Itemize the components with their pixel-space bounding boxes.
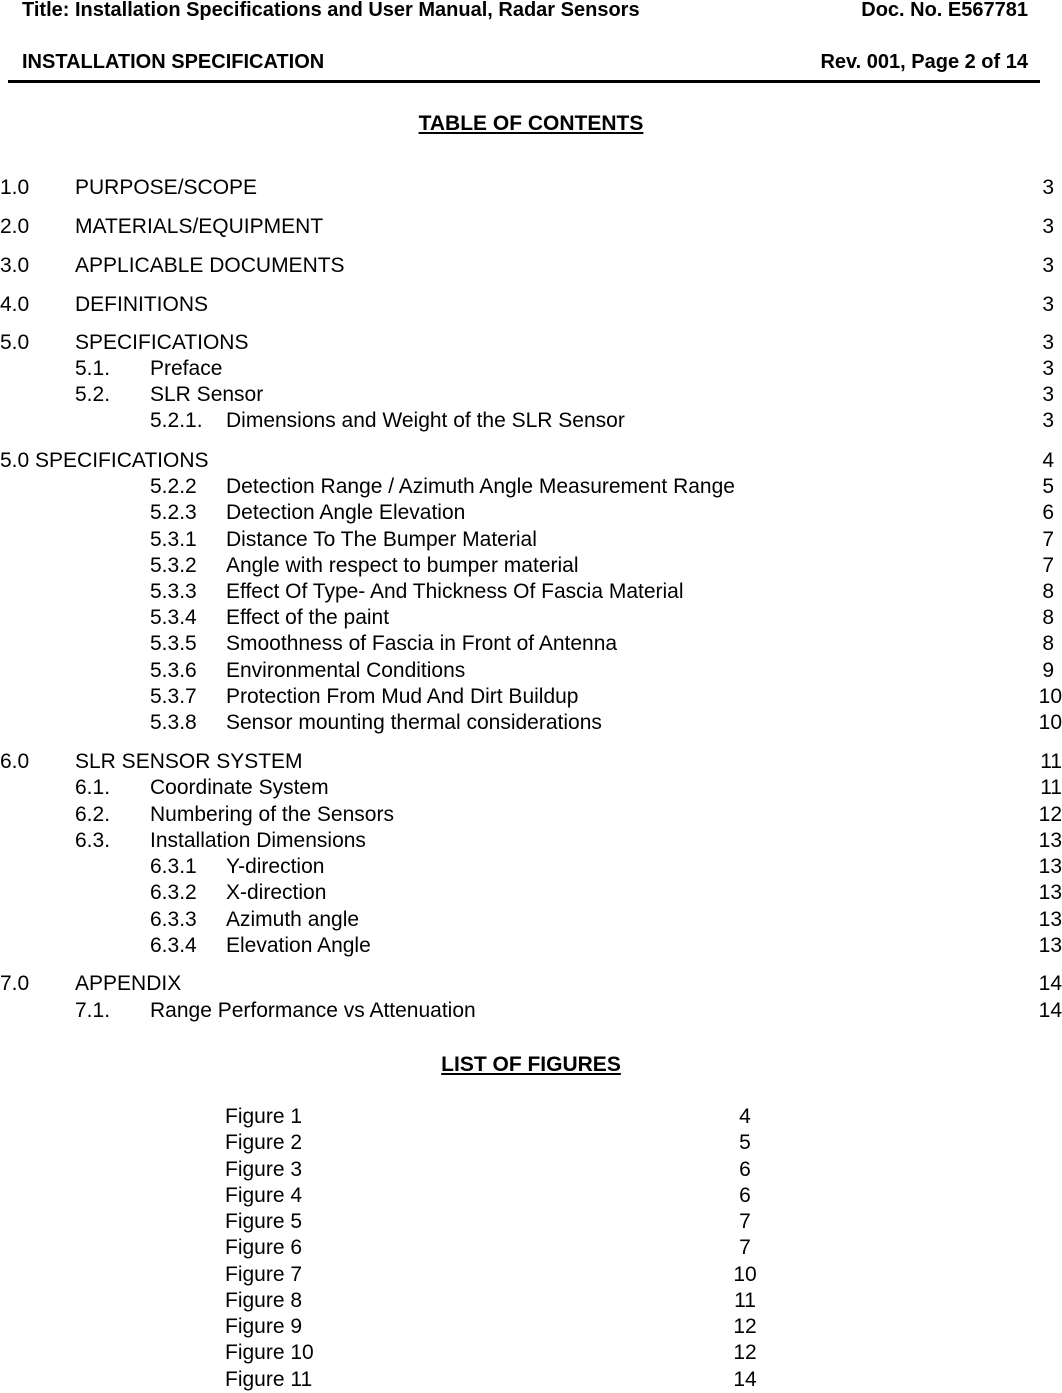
toc-entry-number: 5.3.5 <box>150 632 197 655</box>
figure-entry-page: 12 <box>733 1315 757 1338</box>
toc-entry-label: Elevation Angle <box>226 934 371 957</box>
toc-entry[interactable] <box>0 684 1062 710</box>
toc-entry-label: X-direction <box>226 881 327 904</box>
toc-entry-number: 5.1. <box>75 357 111 380</box>
figure-entry-page: 7 <box>739 1236 751 1259</box>
page-header <box>8 0 1040 83</box>
toc-entry[interactable] <box>0 802 1062 828</box>
toc-entry[interactable] <box>0 175 1062 201</box>
figure-entry-page: 5 <box>739 1131 751 1154</box>
toc-entry-label: Installation Dimensions <box>150 829 366 852</box>
figure-entry[interactable] <box>225 1367 785 1393</box>
toc-entry[interactable] <box>0 854 1062 880</box>
toc-entry-number: 6.1. <box>75 776 111 799</box>
toc-entry-page: 3 <box>1042 383 1054 406</box>
toc-entry[interactable] <box>0 382 1062 408</box>
figure-entry[interactable] <box>225 1314 785 1340</box>
toc-entry-page: 14 <box>1038 999 1062 1022</box>
figure-entry-label: Figure 10 <box>225 1341 314 1364</box>
toc-entry-label: 5.0 SPECIFICATIONS <box>0 449 209 472</box>
toc-entry-number: 6.3.3 <box>150 908 197 931</box>
toc-entry[interactable] <box>0 933 1062 959</box>
toc-entry-page: 3 <box>1042 254 1054 277</box>
toc-entry-page: 13 <box>1038 829 1062 852</box>
toc-entry-page: 9 <box>1042 659 1054 682</box>
toc-entry-page: 3 <box>1042 357 1054 380</box>
toc-entry-number: 5.2. <box>75 383 111 406</box>
toc-entry-number: 5.3.4 <box>150 606 197 629</box>
figure-entry-label: Figure 3 <box>225 1158 303 1181</box>
figure-entry[interactable] <box>225 1262 785 1288</box>
toc-entry-page: 13 <box>1038 908 1062 931</box>
figure-entry-page: 4 <box>739 1105 751 1128</box>
toc-entry-number: 5.2.3 <box>150 501 197 524</box>
toc-entry-number: 5.3.2 <box>150 554 197 577</box>
toc-entry-number: 5.3.6 <box>150 659 197 682</box>
toc-entry-label: APPENDIX <box>75 972 182 995</box>
figure-entry[interactable] <box>225 1235 785 1261</box>
toc-entry-number: 6.3. <box>75 829 111 852</box>
toc-entry-label: Smoothness of Fascia in Front of Antenna <box>226 632 618 655</box>
toc-entry-number: 6.0 <box>0 750 30 773</box>
toc-entry[interactable] <box>0 605 1062 631</box>
toc-entry-label: Y-direction <box>226 855 325 878</box>
figure-entry-page: 6 <box>739 1184 751 1207</box>
toc-entry-page: 11 <box>1040 750 1062 773</box>
toc-entry-label: MATERIALS/EQUIPMENT <box>75 215 324 238</box>
toc-entry-page: 4 <box>1042 449 1054 472</box>
figure-entry-label: Figure 7 <box>225 1263 303 1286</box>
toc-entry-page: 13 <box>1038 934 1062 957</box>
document-type: INSTALLATION SPECIFICATION <box>22 51 325 73</box>
toc-entry-label: DEFINITIONS <box>75 293 209 316</box>
toc-entry-label: Range Performance vs Attenuation <box>150 999 476 1022</box>
toc-entry[interactable] <box>0 500 1062 526</box>
figure-entry-label: Figure 5 <box>225 1210 303 1233</box>
toc-entry-number: 6.3.1 <box>150 855 197 878</box>
toc-entry[interactable] <box>0 214 1062 240</box>
toc-entry[interactable] <box>0 474 1062 500</box>
toc-entry-label: Sensor mounting thermal considerations <box>226 711 602 734</box>
toc-entry[interactable] <box>0 253 1062 279</box>
toc-entry-page: 7 <box>1042 554 1054 577</box>
figure-entry-label: Figure 11 <box>225 1368 313 1391</box>
toc-entry-number: 5.3.8 <box>150 711 197 734</box>
toc-entry-label: SLR Sensor <box>150 383 264 406</box>
toc-entry-page: 8 <box>1042 580 1054 603</box>
document-number: Doc. No. E567781 <box>861 0 1028 21</box>
toc-entry-page: 3 <box>1042 215 1054 238</box>
toc-entry-label: Dimensions and Weight of the SLR Sensor <box>226 409 625 432</box>
figure-entry-label: Figure 8 <box>225 1289 303 1312</box>
toc-entry-page: 14 <box>1038 972 1062 995</box>
toc-entry-label: Preface <box>150 357 223 380</box>
toc-entry-label: Azimuth angle <box>226 908 360 931</box>
toc-entry-label: Effect Of Type- And Thickness Of Fascia Material <box>226 580 684 603</box>
toc-entry[interactable] <box>0 749 1062 775</box>
figure-entry-page: 10 <box>733 1263 757 1286</box>
figure-entry-label: Figure 9 <box>225 1315 303 1338</box>
figure-entry[interactable] <box>225 1288 785 1314</box>
toc-entry[interactable] <box>0 448 1062 474</box>
toc-entry-page: 7 <box>1042 528 1054 551</box>
toc-entry-number: 7.1. <box>75 999 111 1022</box>
toc-entry[interactable] <box>0 658 1062 684</box>
toc-entry-number: 3.0 <box>0 254 30 277</box>
toc-entry-number: 5.2.1. <box>150 409 203 432</box>
toc-entry-number: 2.0 <box>0 215 30 238</box>
figures-heading: LIST OF FIGURES <box>441 1053 621 1076</box>
figure-entry-label: Figure 2 <box>225 1131 303 1154</box>
toc-entry-page: 11 <box>1040 776 1062 799</box>
toc-entry[interactable] <box>0 553 1062 579</box>
figure-entry-page: 7 <box>739 1210 751 1233</box>
toc-entry-number: 5.2.2 <box>150 475 197 498</box>
toc-entry-number: 5.0 <box>0 331 30 354</box>
figure-entry[interactable] <box>225 1130 785 1156</box>
toc-entry[interactable] <box>0 880 1062 906</box>
figure-entry-page: 14 <box>733 1368 757 1391</box>
toc-entry[interactable] <box>0 828 1062 854</box>
toc-entry[interactable] <box>0 631 1062 657</box>
toc-entry[interactable] <box>0 971 1062 997</box>
toc-entry-number: 6.2. <box>75 803 111 826</box>
toc-entry-number: 4.0 <box>0 293 30 316</box>
revision-page: Rev. 001, Page 2 of 14 <box>820 51 1028 73</box>
toc-entry-page: 13 <box>1038 881 1062 904</box>
toc-entry-number: 5.3.1 <box>150 528 197 551</box>
toc-entry-number: 1.0 <box>0 176 30 199</box>
toc-entry-number: 7.0 <box>0 972 30 995</box>
toc-entry-page: 10 <box>1038 685 1062 708</box>
toc-entry-label: Numbering of the Sensors <box>150 803 394 826</box>
toc-entry-label: PURPOSE/SCOPE <box>75 176 258 199</box>
figure-entry[interactable] <box>225 1183 785 1209</box>
toc-entry-label: Coordinate System <box>150 776 329 799</box>
toc-entry-label: Detection Range / Azimuth Angle Measurement Range <box>226 475 735 498</box>
toc-entry-page: 5 <box>1042 475 1054 498</box>
toc-entry[interactable] <box>0 292 1062 318</box>
toc-entry[interactable] <box>0 408 1062 434</box>
figure-entry-page: 11 <box>734 1289 756 1312</box>
toc-entry-label: SPECIFICATIONS <box>75 331 249 354</box>
toc-entry-page: 6 <box>1042 501 1054 524</box>
toc-entry[interactable] <box>0 579 1062 605</box>
toc-entry-page: 3 <box>1042 176 1054 199</box>
toc-entry[interactable] <box>0 998 1062 1024</box>
toc-entry[interactable] <box>0 330 1062 356</box>
figure-entry-page: 12 <box>733 1341 757 1364</box>
figure-entry[interactable] <box>225 1157 785 1183</box>
document-title: Title: Installation Specifications and User Manual, Radar Sensors <box>22 0 640 21</box>
toc-entry[interactable] <box>0 907 1062 933</box>
figure-entry[interactable] <box>225 1104 785 1130</box>
toc-entry-label: Protection From Mud And Dirt Buildup <box>226 685 579 708</box>
toc-entry[interactable] <box>0 356 1062 382</box>
toc-entry-label: Distance To The Bumper Material <box>226 528 537 551</box>
toc-entry-label: Environmental Conditions <box>226 659 466 682</box>
toc-entry-label: SLR SENSOR SYSTEM <box>75 750 303 773</box>
toc-entry-page: 3 <box>1042 331 1054 354</box>
toc-entry-number: 6.3.2 <box>150 881 197 904</box>
toc-entry-page: 13 <box>1038 855 1062 878</box>
figure-entry-label: Figure 6 <box>225 1236 303 1259</box>
toc-heading: TABLE OF CONTENTS <box>418 112 644 135</box>
toc-entry-label: APPLICABLE DOCUMENTS <box>75 254 345 277</box>
toc-entry-number: 5.3.7 <box>150 685 197 708</box>
toc-entry-label: Effect of the paint <box>226 606 390 629</box>
toc-entry[interactable] <box>0 710 1062 736</box>
figure-entry-page: 6 <box>739 1158 751 1181</box>
toc-entry-page: 10 <box>1038 711 1062 734</box>
toc-entry-label: Angle with respect to bumper material <box>226 554 579 577</box>
toc-entry-number: 5.3.3 <box>150 580 197 603</box>
toc-entry-page: 8 <box>1042 606 1054 629</box>
figure-entry[interactable] <box>225 1340 785 1366</box>
toc-entry-page: 12 <box>1038 803 1062 826</box>
toc-entry-page: 3 <box>1042 293 1054 316</box>
toc-entry[interactable] <box>0 775 1062 801</box>
toc-entry[interactable] <box>0 527 1062 553</box>
figure-entry-label: Figure 1 <box>225 1105 303 1128</box>
toc-entry-label: Detection Angle Elevation <box>226 501 466 524</box>
toc-entry-number: 6.3.4 <box>150 934 197 957</box>
toc-entry-page: 3 <box>1042 409 1054 432</box>
figure-entry[interactable] <box>225 1209 785 1235</box>
figure-entry-label: Figure 4 <box>225 1184 303 1207</box>
toc-entry-page: 8 <box>1042 632 1054 655</box>
